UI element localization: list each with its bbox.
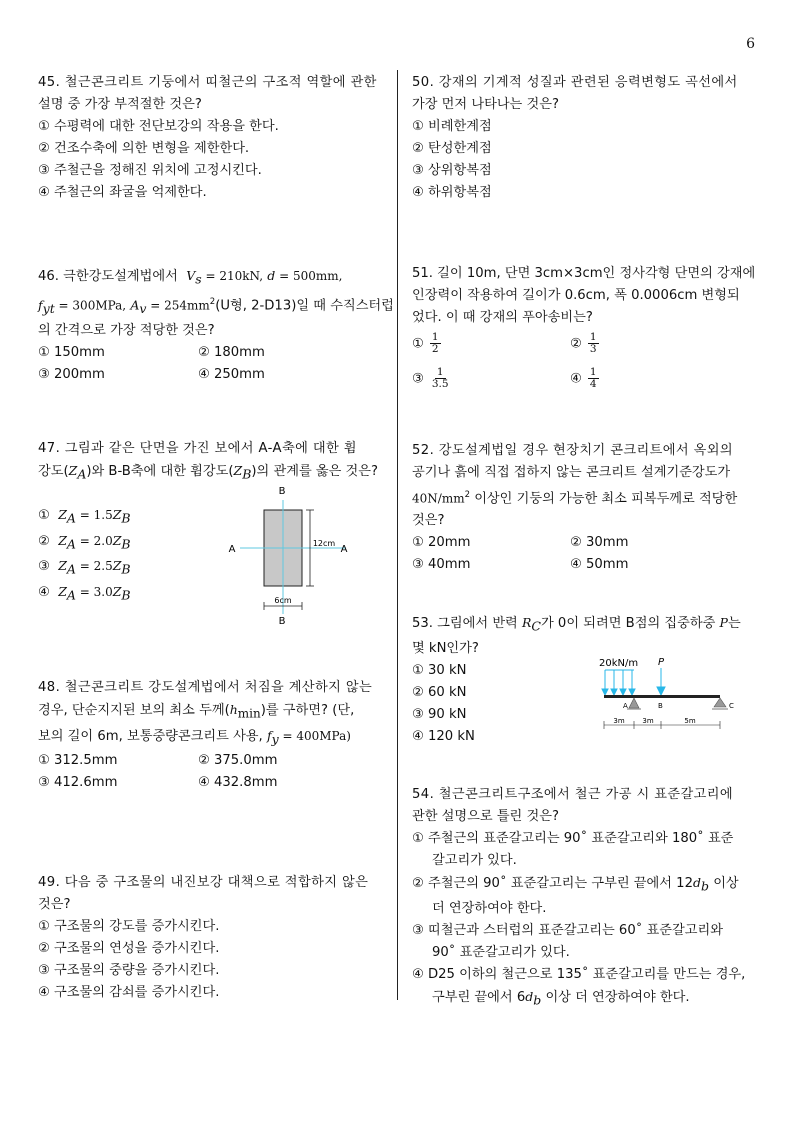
q53-rc-symbol: R — [522, 615, 532, 630]
q51-opt4-num: ④ — [570, 371, 582, 387]
q50-stem-line1: 50. 강재의 기계적 성질과 관련된 응력변형도 곡선에서 — [412, 75, 738, 90]
q47-label-a-left: A — [228, 544, 236, 555]
q54-stem-line2: 관한 설명으로 틀린 것은? — [412, 809, 559, 824]
q52-options — [412, 532, 762, 576]
q47-opt3-rhs-sub: B — [121, 561, 131, 577]
q51-stem-line2: 인장력이 작용하여 길이가 0.6cm, 폭 0.0006cm 변형되 — [412, 288, 740, 303]
q47-opt1-rhs-sub: B — [121, 510, 131, 526]
q52-text-rest: 이상인 기둥의 가능한 최소 피복두께로 적당한 — [470, 491, 738, 507]
q47-stem-line1: 47. 그림과 같은 단면을 가진 보에서 A-A축에 대한 휨 — [38, 441, 357, 456]
q52-stem-line4: 것은? — [412, 513, 445, 529]
q53-udl-head-1 — [602, 689, 608, 695]
q47-opt2-lhs-sub: A — [66, 536, 76, 552]
q48-fy-sub: y — [271, 731, 279, 747]
q53-label-b: B — [658, 702, 663, 710]
q52-stem-line2: 공기나 흙에 직접 접하지 않는 콘크리트 설계기준강도가 — [412, 465, 731, 480]
q48-option-4[interactable]: ④ 432.8mm — [198, 775, 278, 791]
q45-option-1[interactable]: ① 수평력에 대한 전단보강의 작용을 한다. — [38, 119, 279, 134]
q46-vs-value: = 210kN, — [201, 269, 264, 283]
q47-opt1-rhs: Z — [112, 507, 122, 522]
q54-opt4-text: 구부린 끝에서 6 — [432, 989, 526, 1005]
q52-stem-line1: 52. 강도설계법일 경우 현장치기 콘크리트에서 옥외의 — [412, 443, 734, 458]
q51-opt3-num: ③ — [412, 371, 424, 387]
q47-opt2-rhs-sub: B — [121, 536, 131, 552]
q47-option-3[interactable] — [38, 555, 198, 581]
q48-h-sub: min — [237, 706, 261, 721]
question-46 — [38, 265, 394, 386]
q47-opt2-num: ② — [38, 533, 50, 549]
q53-p-label: P — [658, 657, 665, 668]
q47-zb-sub: B — [242, 466, 252, 482]
q51-options-grid — [412, 332, 762, 390]
q51-options — [412, 332, 762, 390]
q47-opt2-lhs: Z — [58, 532, 67, 548]
q54-option-1[interactable]: ① 주철근의 표준갈고리는 90˚ 표준갈고리와 180˚ 표준 — [412, 831, 734, 846]
q54-opt4-text-b: 이상 더 연장하여야 한다. — [541, 989, 690, 1005]
q47-opt4-rhs: Z — [112, 583, 122, 599]
q54-option-4[interactable]: ④ D25 이하의 철근으로 135˚ 표준갈고리를 만드는 경우, — [412, 966, 746, 982]
q47-width-label: 6cm — [274, 596, 292, 605]
q54-opt2-text-b: 이상 — [709, 876, 739, 891]
q51-opt4-numerator: 1 — [589, 366, 597, 378]
q53-option-4[interactable]: ④ 120 kN — [412, 728, 475, 744]
q46-d-symbol: d — [267, 268, 276, 283]
q46-av-value: = 254mm — [146, 298, 210, 313]
q54-stem-line1: 54. 철근콘크리트구조에서 철근 가공 시 표준갈고리에 — [412, 787, 734, 802]
q47-options — [38, 504, 198, 607]
q49-option-1[interactable]: ① 구조물의 강도를 증가시킨다. — [38, 919, 220, 934]
q51-opt3-numerator: 1 — [436, 366, 444, 378]
q48-text-a: 경우, 단순지지된 보의 최소 두께( — [38, 703, 230, 718]
q45-option-4[interactable]: ④ 주철근의 좌굴을 억제한다. — [38, 185, 207, 200]
q47-za-symbol: Z — [68, 463, 78, 478]
q54-option-3-cont: 90˚ 표준갈고리가 있다. — [432, 944, 570, 960]
q53-text-c: 는 — [727, 616, 741, 631]
q47-za-sub: A — [77, 466, 87, 482]
question-49 — [38, 872, 388, 1004]
q51-option-1[interactable] — [412, 332, 570, 355]
q54-opt4-d-sub: b — [533, 992, 542, 1008]
q47-zb-symbol: Z — [233, 463, 243, 478]
q53-beam-figure — [596, 652, 746, 734]
q47-opt3-lhs-sub: A — [66, 561, 76, 577]
question-45 — [38, 72, 388, 204]
q48-fy-symbol: f — [266, 727, 272, 743]
q50-option-4[interactable]: ④ 하위항복점 — [412, 185, 492, 200]
q52-option-3[interactable]: ③ 40mm — [412, 557, 471, 573]
q49-option-3[interactable]: ③ 구조물의 중량을 증가시킨다. — [38, 963, 220, 978]
q46-av-sub: v — [139, 300, 147, 316]
q51-option-3[interactable] — [412, 367, 570, 390]
q53-udl-arrows — [602, 670, 635, 695]
q46-stem-line3: 의 간격으로 가장 적당한 것은? — [38, 322, 215, 338]
q47-opt2-eq: = 2.0 — [75, 533, 113, 548]
q47-option-4[interactable] — [38, 581, 198, 607]
q46-option-1[interactable]: ① 150mm — [38, 344, 105, 360]
q53-udl-head-2 — [611, 689, 617, 695]
q51-opt2-fraction — [588, 332, 599, 355]
q50-option-2[interactable]: ② 탄성한계점 — [412, 141, 492, 156]
q46-vs-symbol: V — [186, 268, 196, 283]
q46-option-4[interactable]: ④ 250mm — [198, 366, 265, 382]
q54-opt2-text: ② 주철근의 90˚ 표준갈고리는 구부린 끝에서 12 — [412, 876, 693, 891]
q52-option-1[interactable]: ① 20mm — [412, 535, 471, 551]
page-number: 6 — [746, 36, 755, 52]
q49-stem-line1: 49. 다음 중 구조물의 내진보강 대책으로 적합하지 않은 — [38, 875, 369, 890]
q47-opt3-num: ③ — [38, 559, 50, 575]
q53-label-c: C — [729, 702, 734, 710]
q48-stem-line2 — [38, 699, 388, 725]
q51-stem-line3: 었다. 이 때 강재의 푸아송비는? — [412, 310, 593, 325]
q53-udl-head-3 — [620, 689, 626, 695]
q47-option-1[interactable] — [38, 504, 198, 530]
q46-av-sup: 2 — [209, 296, 216, 307]
q50-option-1[interactable]: ① 비례한계점 — [412, 119, 492, 134]
q47-opt4-lhs-sub: A — [66, 587, 76, 603]
q45-option-3[interactable]: ③ 주철근을 정해진 위치에 고정시킨다. — [38, 163, 262, 178]
q53-text-b: 가 0이 되려면 B점의 집중하중 — [541, 616, 716, 631]
q51-option-4[interactable] — [570, 367, 740, 390]
q53-p-symbol: P — [719, 615, 728, 630]
q53-udl-head-4 — [629, 689, 635, 695]
q51-opt1-num: ① — [412, 336, 424, 352]
q52-stem-line3 — [412, 484, 762, 510]
q46-stem-line2 — [38, 291, 394, 320]
q52-strength-value: 40N/mm — [412, 491, 465, 506]
q47-opt1-num: ① — [38, 508, 50, 523]
q46-vs-sub: s — [195, 271, 202, 287]
q47-text-a: 강도( — [38, 464, 69, 479]
q48-text-c: 보의 길이 6m, 보통중량콘크리트 사용, — [38, 728, 263, 744]
q51-stem-line1: 51. 길이 10m, 단면 3cm×3cm인 정사각형 단면의 강재에 — [412, 266, 756, 281]
q54-opt2-d: d — [692, 875, 701, 890]
q48-text-b: )를 구하면? (단, — [260, 703, 355, 718]
q46-fy-sub: yt — [42, 300, 55, 316]
q54-option-4-cont — [412, 986, 762, 1012]
q45-stem-line1: 45. 철근콘크리트 기둥에서 띠철근의 구조적 역할에 관한 — [38, 75, 377, 90]
q53-dim-3m-1: 3m — [613, 717, 625, 725]
q51-opt2-numerator: 1 — [589, 331, 597, 343]
q47-opt1-lhs: Z — [58, 507, 67, 522]
q47-opt1-lhs-sub: A — [66, 510, 76, 526]
q51-opt3-denominator: 3.5 — [431, 378, 449, 390]
q45-option-2[interactable]: ② 건조수축에 의한 변형을 제한한다. — [38, 141, 250, 156]
q47-height-label: 12cm — [312, 539, 336, 548]
q47-opt4-eq: = 3.0 — [75, 584, 113, 599]
q47-opt3-lhs: Z — [58, 558, 67, 574]
q47-opt1-eq: = 1.5 — [75, 508, 113, 522]
q47-opt4-lhs: Z — [58, 583, 67, 599]
q51-opt1-numerator: 1 — [431, 331, 439, 343]
q46-option-3[interactable]: ③ 200mm — [38, 366, 105, 382]
q54-option-1-cont: 갈고리가 있다. — [432, 853, 517, 868]
q53-point-load — [657, 668, 665, 695]
q47-opt4-num: ④ — [38, 584, 50, 600]
q46-options — [38, 342, 388, 386]
q46-fy-value: = 300MPa, — [54, 298, 127, 313]
q53-support-a — [629, 698, 639, 708]
q53-label-a: A — [623, 702, 628, 710]
q48-h-symbol: h — [229, 702, 238, 717]
q47-section-figure — [222, 482, 362, 628]
q53-load-label: 20kN/m — [599, 658, 639, 669]
q51-opt1-fraction — [430, 332, 441, 355]
q48-stem-line3 — [38, 725, 388, 751]
q47-option-2[interactable] — [38, 530, 198, 556]
q46-text: 46. 극한강도설계법에서 — [38, 269, 178, 284]
q47-label-a-right: A — [340, 544, 348, 555]
question-51 — [412, 263, 762, 329]
column-divider — [397, 70, 398, 1000]
q46-stem-line1 — [38, 265, 388, 291]
question-47 — [38, 438, 388, 486]
q47-opt3-eq: = 2.5 — [75, 559, 113, 574]
q46-option-2[interactable]: ② 180mm — [198, 344, 265, 360]
q47-opt2-rhs: Z — [112, 532, 122, 548]
q53-option-1[interactable]: ① 30 kN — [412, 662, 467, 678]
q51-opt4-denominator: 4 — [589, 378, 597, 390]
q53-dim-5m: 5m — [684, 717, 696, 725]
q49-stem-line2: 것은? — [38, 897, 71, 912]
q52-strength-sup: 2 — [464, 490, 470, 500]
q46-d-value: = 500mm, — [275, 269, 343, 283]
q50-option-3[interactable]: ③ 상위항복점 — [412, 163, 492, 178]
q53-text-a: 53. 그림에서 반력 — [412, 616, 518, 631]
q53-rc-sub: C — [531, 618, 541, 634]
q51-opt4-fraction — [588, 367, 599, 390]
q53-stem-line2: 몇 kN인가? — [412, 640, 479, 656]
q48-options — [38, 750, 388, 794]
q46-fy-symbol: f — [38, 297, 43, 313]
q48-stem-line1: 48. 철근콘크리트 강도설계법에서 처짐을 계산하지 않는 — [38, 680, 373, 695]
question-48 — [38, 677, 388, 794]
q49-option-2[interactable]: ② 구조물의 연성을 증가시킨다. — [38, 941, 220, 956]
q54-opt4-d: d — [525, 988, 534, 1004]
q53-beam — [604, 695, 720, 698]
q48-option-1[interactable]: ① 312.5mm — [38, 753, 118, 769]
q46-av-symbol: A — [130, 297, 140, 313]
q47-text-c: )의 관계를 옳은 것은? — [251, 464, 379, 479]
q47-opt3-rhs: Z — [112, 558, 122, 574]
q53-dim-3m-2: 3m — [642, 717, 654, 725]
q48-option-3[interactable]: ③ 412.6mm — [38, 775, 118, 791]
question-50 — [412, 72, 762, 204]
q51-opt2-denominator: 3 — [589, 343, 597, 355]
q53-support-c — [714, 698, 726, 707]
q53-stem-line1 — [412, 612, 762, 638]
question-52 — [412, 440, 762, 576]
q53-option-2[interactable]: ② 60 kN — [412, 684, 467, 700]
q46-rest: (U형, 2-D13)일 때 수직스터럽 — [215, 298, 394, 314]
q48-option-2[interactable]: ② 375.0mm — [198, 753, 278, 769]
q54-option-3[interactable]: ③ 띠철근과 스터럽의 표준갈고리는 60˚ 표준갈고리와 — [412, 922, 723, 938]
q50-stem-line2: 가장 먼저 나타나는 것은? — [412, 97, 559, 112]
q49-option-4[interactable]: ④ 구조물의 감쇠를 증가시킨다. — [38, 985, 220, 1000]
q47-label-b-top: B — [278, 486, 286, 497]
q53-p-arrow-head — [657, 687, 665, 695]
q51-opt3-fraction — [430, 367, 451, 390]
q51-opt2-num: ② — [570, 336, 582, 352]
q53-option-3[interactable]: ③ 90 kN — [412, 706, 467, 722]
q54-opt2-d-sub: b — [700, 878, 709, 894]
q52-option-4[interactable]: ④ 50mm — [570, 557, 629, 573]
q48-fy-value: = 400MPa) — [278, 728, 351, 743]
q47-label-b-bottom: B — [278, 616, 286, 627]
q54-option-2[interactable] — [412, 872, 762, 898]
q51-option-2[interactable] — [570, 332, 740, 355]
q52-option-2[interactable]: ② 30mm — [570, 535, 629, 551]
q54-option-2-cont: 더 연장하여야 한다. — [432, 900, 547, 916]
q51-opt1-denominator: 2 — [431, 343, 439, 355]
question-54 — [412, 784, 762, 1011]
q45-stem-line2: 설명 중 가장 부적절한 것은? — [38, 97, 202, 112]
q47-opt4-rhs-sub: B — [121, 587, 131, 603]
q47-text-b: )와 B-B축에 대한 휨강도( — [86, 464, 234, 479]
